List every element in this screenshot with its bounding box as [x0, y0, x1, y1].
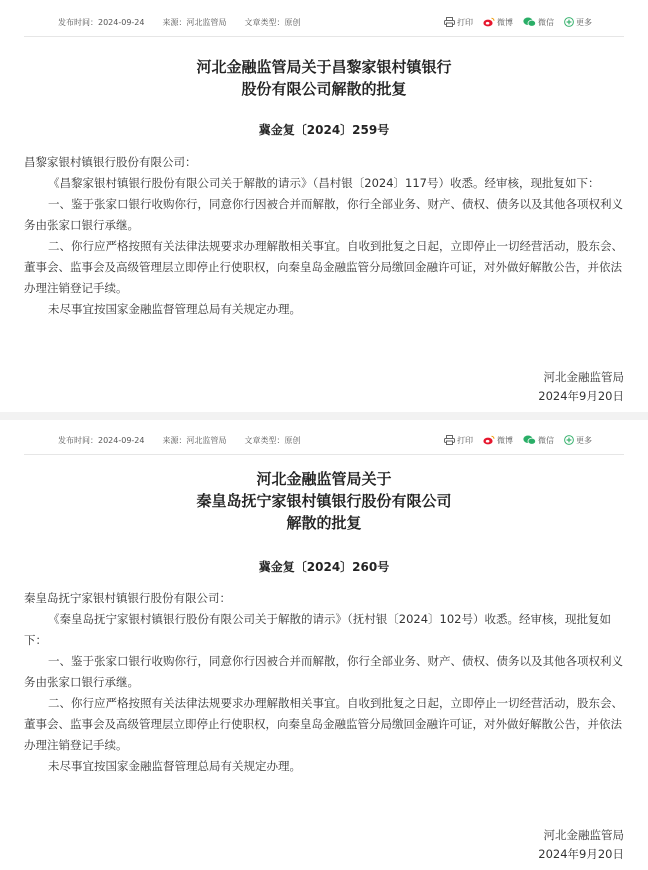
publish-time: 发布时间：2024-09-24	[58, 435, 145, 445]
page-title	[0, 56, 648, 100]
article-1	[0, 0, 648, 412]
issuing-authority: 河北金融监管局	[543, 828, 624, 842]
print-label: 打印	[457, 17, 473, 27]
more-share-button[interactable]	[564, 435, 592, 446]
print-label: 打印	[457, 435, 473, 445]
signature-block	[538, 368, 624, 406]
title-line: 股份有限公司解散的批复	[241, 80, 407, 98]
title-line: 河北金融监管局关于	[256, 470, 392, 488]
paragraph: 未尽事宜按国家金融监督管理总局有关规定办理。	[48, 302, 301, 316]
print-button[interactable]	[444, 17, 473, 28]
print-icon	[444, 17, 455, 27]
more-label: 更多	[576, 435, 592, 445]
source: 来源：河北监管局	[162, 17, 227, 27]
print-button[interactable]	[444, 435, 473, 446]
publish-time: 发布时间：2024-09-24	[58, 17, 145, 27]
article-meta-bar	[24, 426, 624, 455]
weibo-share-button[interactable]	[483, 435, 513, 446]
document-number: 冀金复〔2024〕260号	[258, 560, 390, 574]
share-bar	[444, 17, 624, 28]
section-divider	[0, 412, 648, 420]
paragraph: 一、鉴于张家口银行收购你行，同意你行因被合并而解散，你行全部业务、财产、债权、债务以及其他各项权利义务由张家口银行承继。	[24, 197, 623, 232]
more-share-button[interactable]	[564, 17, 592, 28]
more-plus-icon	[564, 17, 574, 27]
weibo-icon	[483, 435, 495, 445]
wechat-share-button[interactable]	[523, 17, 554, 28]
paragraph: 《秦皇岛抚宁家银村镇银行股份有限公司关于解散的请示》（抚村银〔2024〕102号）收悉。经审核，现批复如下：	[24, 612, 611, 647]
print-icon	[444, 435, 455, 445]
signature-block	[538, 826, 624, 864]
wechat-label: 微信	[538, 435, 554, 445]
article-type: 文章类型：原创	[244, 17, 301, 27]
wechat-icon	[523, 435, 536, 445]
wechat-label: 微信	[538, 17, 554, 27]
title-line: 解散的批复	[286, 514, 362, 532]
page-title	[0, 468, 648, 534]
weibo-icon	[483, 17, 495, 27]
document-number: 冀金复〔2024〕259号	[258, 123, 390, 137]
article-body	[24, 588, 624, 777]
paragraph: 《昌黎家银村镇银行股份有限公司关于解散的请示》（昌村银〔2024〕117号）收悉。经审核，现批复如下：	[48, 176, 600, 190]
title-line: 河北金融监管局关于昌黎家银村镇银行	[196, 58, 452, 76]
issue-date: 2024年9月20日	[538, 847, 624, 861]
salutation: 秦皇岛抚宁家银村镇银行股份有限公司：	[24, 591, 231, 605]
paragraph: 二、你行应严格按照有关法律法规要求办理解散相关事宜。自收到批复之日起，立即停止一切经营活动，股东会、董事会、监事会及高级管理层立即停止行使职权，向秦皇岛金融监管分局缴回金融许可证，对外做好解散公告，并依法办理注销登记手续。	[24, 696, 623, 752]
wechat-share-button[interactable]	[523, 435, 554, 446]
wechat-icon	[523, 17, 536, 27]
paragraph: 一、鉴于张家口银行收购你行，同意你行因被合并而解散，你行全部业务、财产、债权、债务以及其他各项权利义务由张家口银行承继。	[24, 654, 623, 689]
paragraph: 未尽事宜按国家金融监督管理总局有关规定办理。	[48, 759, 301, 773]
issuing-authority: 河北金融监管局	[543, 370, 624, 384]
article-2	[0, 420, 648, 870]
share-bar	[444, 435, 624, 446]
salutation: 昌黎家银村镇银行股份有限公司：	[24, 155, 197, 169]
title-line: 秦皇岛抚宁家银村镇银行股份有限公司	[196, 492, 452, 510]
weibo-label: 微博	[497, 435, 513, 445]
article-body	[24, 152, 624, 320]
paragraph: 二、你行应严格按照有关法律法规要求办理解散相关事宜。自收到批复之日起，立即停止一切经营活动，股东会、董事会、监事会及高级管理层立即停止行使职权，向秦皇岛金融监管分局缴回金融许可证，对外做好解散公告，并依法办理注销登记手续。	[24, 239, 623, 295]
issue-date: 2024年9月20日	[538, 389, 624, 403]
article-type: 文章类型：原创	[244, 435, 301, 445]
article-meta-bar	[24, 8, 624, 37]
weibo-share-button[interactable]	[483, 17, 513, 28]
more-plus-icon	[564, 435, 574, 445]
more-label: 更多	[576, 17, 592, 27]
weibo-label: 微博	[497, 17, 513, 27]
source: 来源：河北监管局	[162, 435, 227, 445]
